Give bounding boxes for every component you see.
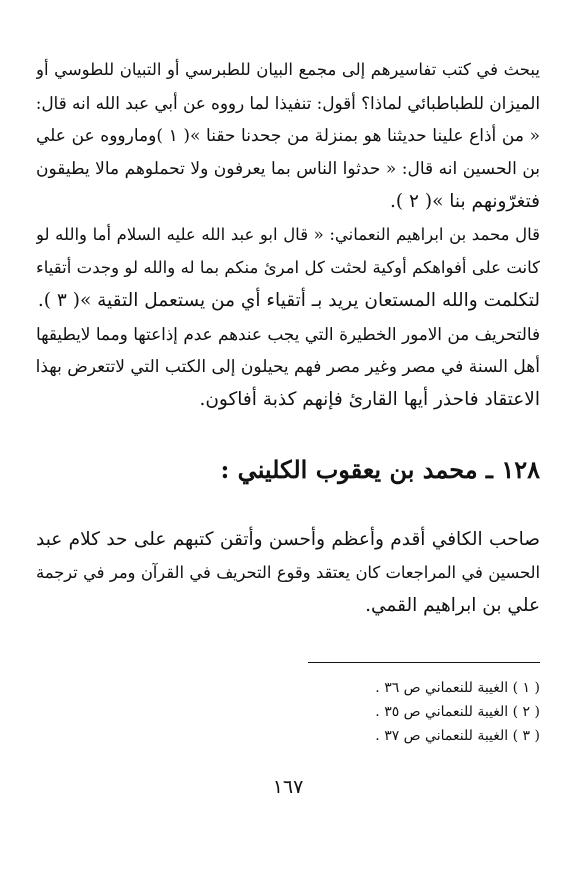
body-line-6: قال محمد بن ابراهيم النعماني: « قال ابو عبد الله عليه السلام أما والله لو [36, 225, 540, 244]
body-line-11: الاعتقاد فاحذر أيها القارئ فإنهم كذبة أفاكون. [199, 389, 540, 410]
page-number: ١٦٧ [272, 776, 304, 798]
section-heading: ١٢٨ ـ محمد بن يعقوب الكليني : [220, 455, 540, 484]
body-line-7: كانت على أفواهكم أوكية لحثت كل امرئ منكم بما له والله لو وجدت أتقياء [36, 258, 540, 277]
footnote-2: ( ٢ ) الغيبة للنعماني ص ٣٥ . [375, 704, 540, 720]
body-line-2: الميزان للطباطبائي لماذا؟ أقول: تنفيذا لما رووه عن أبي عبد الله انه قال: [36, 93, 540, 113]
body-line-1: يبحث في كتب تفاسيرهم إلى مجمع البيان للطبرسي أو التبيان للطوسي أو [36, 60, 540, 79]
section-line-3: علي بن ابراهيم القمي. [365, 595, 540, 616]
body-line-8: لتكلمت والله المستعان يريد بـ أتقياء أي من يستعمل التقية »( ٣ ). [37, 290, 540, 311]
body-line-5: فتغرّونهم بنا »( ٢ ). [390, 191, 540, 212]
section-line-2: الحسين في المراجعات كان يعتقد وقوع التحريف في القرآن ومر في ترجمة [36, 563, 540, 582]
body-line-3: « من أذاع علينا حديثنا هو بمنزلة من جحدنا حقنا »( ١ )ومارووه عن علي [36, 126, 540, 146]
section-line-1: صاحب الكافي أقدم وأعظم وأحسن وأتقن كتبهم على حد كلام عبد [36, 529, 540, 550]
body-line-4: بن الحسين انه قال: « حدثوا الناس بما يعرفون ولا تحملوهم مالا يطيقون [36, 159, 540, 179]
footnote-separator [308, 662, 540, 663]
body-line-10: أهل السنة في مصر وغير مصر فهم يحيلون إلى الكتب التي لاتتعرض بهذا [36, 357, 540, 377]
footnote-1: ( ١ ) الغيبة للنعماني ص ٣٦ . [375, 680, 540, 696]
footnote-3: ( ٣ ) الغيبة للنعماني ص ٣٧ . [375, 728, 540, 744]
body-line-9: فالتحريف من الامور الخطيرة التي يجب عندهم عدم إذاعتها ومما لايطيقها [36, 324, 540, 344]
